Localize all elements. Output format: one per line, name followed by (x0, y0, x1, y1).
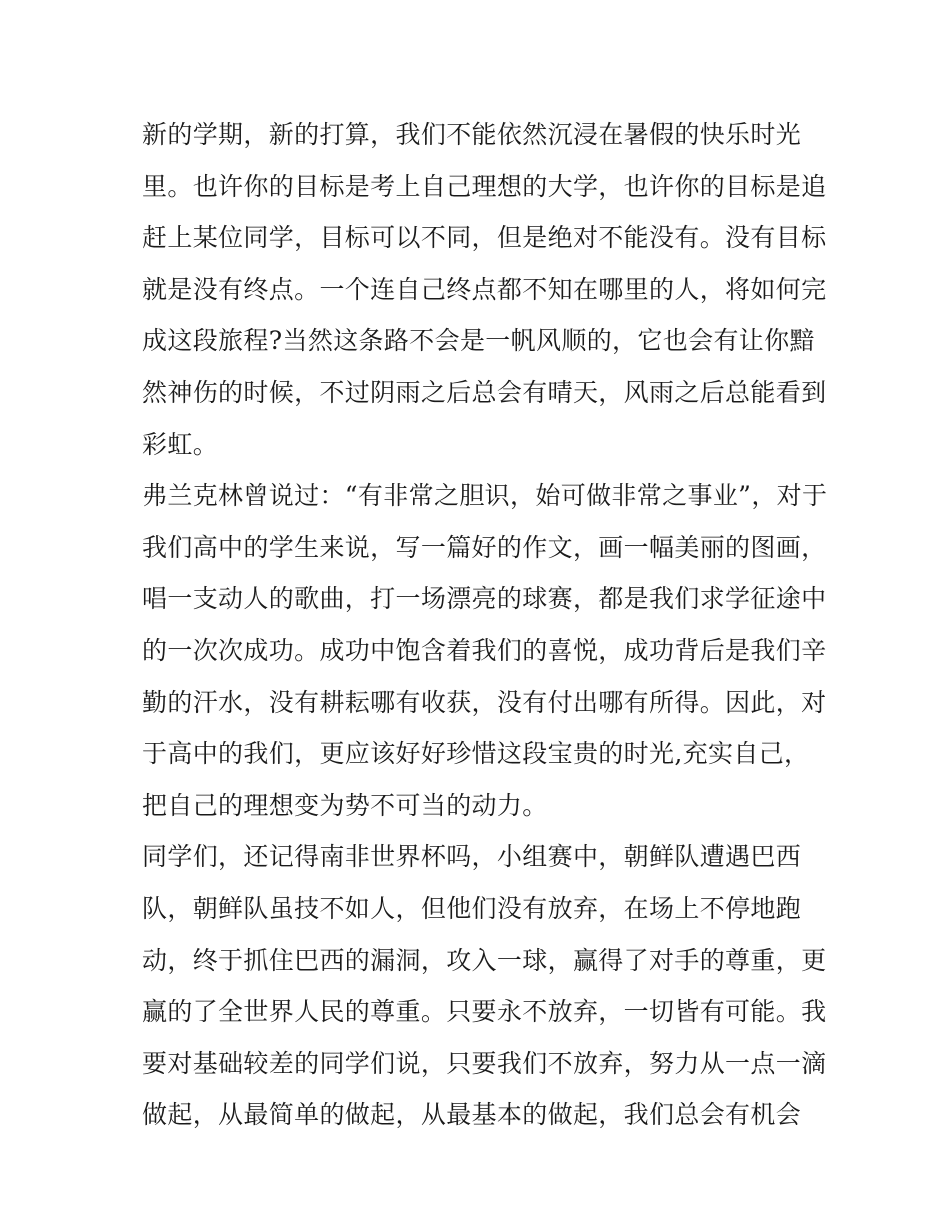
text-line: 做起，从最简单的做起，从最基本的做起，我们总会有机会 (142, 1100, 802, 1130)
text-line: 然神伤的时候，不过阴雨之后总会有晴天，风雨之后总能看到 (142, 377, 827, 407)
text-line: 彩虹。 (142, 429, 219, 459)
text-line: 里。也许你的目标是考上自己理想的大学，也许你的目标是追 (142, 171, 827, 201)
text-line: 我们高中的学生来说，写一篇好的作文，画一幅美丽的图画， (142, 532, 827, 562)
text-line: 同学们，还记得南非世界杯吗，小组赛中，朝鲜队遭遇巴西 (142, 842, 802, 872)
text-line: 赢的了全世界人民的尊重。只要永不放弃，一切皆有可能。我 (142, 997, 827, 1027)
text-line: 队，朝鲜队虽技不如人，但他们没有放弃，在场上不停地跑 (142, 893, 802, 923)
body-text (142, 109, 828, 1141)
text-line: 的一次次成功。成功中饱含着我们的喜悦，成功背后是我们辛 (142, 635, 827, 665)
text-line: 赶上某位同学，目标可以不同，但是绝对不能没有。没有目标 (142, 223, 827, 253)
text-line: 动，终于抓住巴西的漏洞，攻入一球，赢得了对手的尊重，更 (142, 945, 827, 975)
text-line: 勤的汗水，没有耕耘哪有收获，没有付出哪有所得。因此，对 (142, 687, 827, 717)
text-line: 新的学期，新的打算，我们不能依然沉浸在暑假的快乐时光 (142, 120, 802, 149)
text-line: 弗兰克林曾说过：“有非常之胆识，始可做非常之事业”，对于 (142, 481, 828, 511)
text-line: 把自己的理想变为势不可当的动力。 (142, 790, 548, 820)
text-line: 于高中的我们，更应该好好珍惜这段宝贵的时光,充实自己， (142, 739, 810, 769)
text-line: 唱一支动人的歌曲，打一场漂亮的球赛，都是我们求学征途中 (142, 584, 827, 614)
text-line: 就是没有终点。一个连自己终点都不知在哪里的人，将如何完 (142, 274, 827, 304)
text-line: 成这段旅程?当然这条路不会是一帆风顺的，它也会有让你黯 (142, 326, 815, 356)
text-line: 要对基础较差的同学们说，只要我们不放弃，努力从一点一滴 (142, 1048, 827, 1078)
